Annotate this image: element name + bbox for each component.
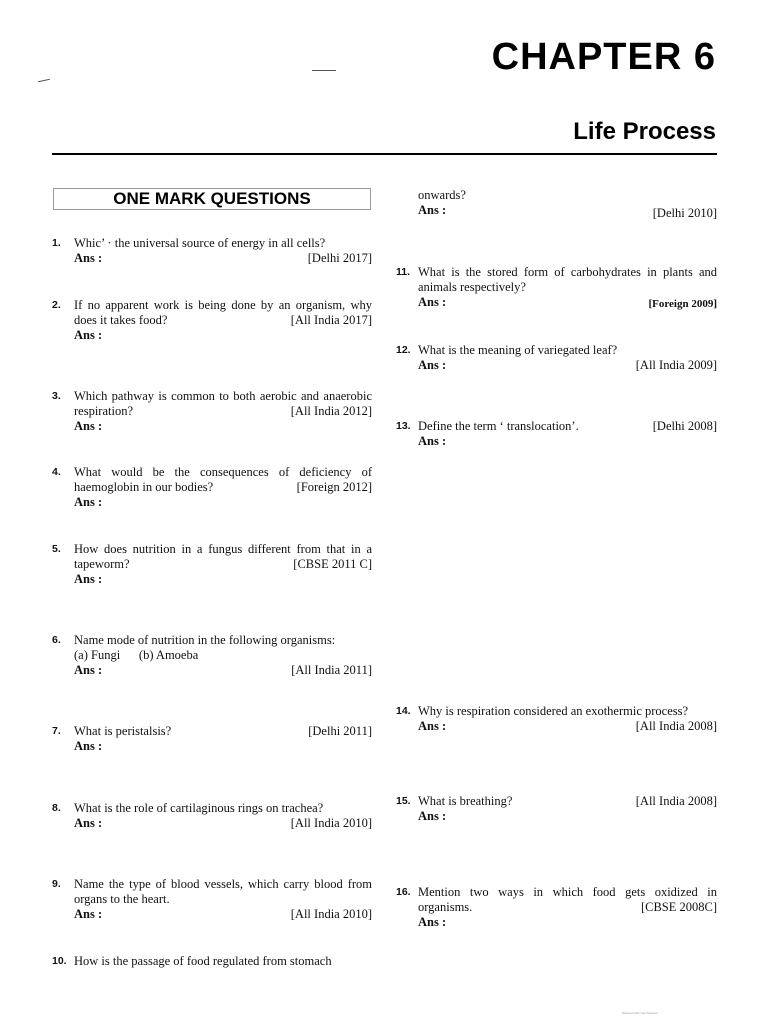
question-number: 7. bbox=[52, 725, 61, 737]
question-text: How does nutrition in a fungus different from that in a tapeworm? bbox=[74, 542, 372, 571]
question-source: [All India 2011] bbox=[291, 663, 372, 677]
question-number: 14. bbox=[396, 705, 411, 717]
answer-label: Ans : bbox=[418, 434, 447, 448]
answer-label: Ans : bbox=[74, 328, 103, 342]
scan-mark bbox=[312, 70, 336, 71]
question-number: 8. bbox=[52, 802, 61, 814]
question-text: Name mode of nutrition in the following organisms: bbox=[74, 633, 336, 647]
question-source: [All India 2010] bbox=[290, 907, 372, 921]
question-source: [Foreign 2009] bbox=[648, 298, 717, 310]
answer-label: Ans : bbox=[418, 719, 447, 733]
question-source: [All India 2009] bbox=[635, 358, 717, 372]
question-source: [All India 2008] bbox=[635, 794, 717, 808]
header-rule bbox=[52, 153, 717, 155]
question-text: What is peristalsis? bbox=[74, 724, 172, 738]
question-source: [All India 2008] bbox=[635, 719, 717, 733]
question-text: Why is respiration considered an exothermic process? bbox=[418, 704, 689, 718]
question-number: 10. bbox=[52, 955, 67, 967]
question-number: 6. bbox=[52, 634, 61, 646]
question-number: 9. bbox=[52, 878, 61, 890]
section-title: ONE MARK QUESTIONS bbox=[53, 188, 371, 210]
question-text: What is the stored form of carbohydrates in plants and animals respectively? bbox=[418, 265, 717, 294]
question-source: [Foreign 2012] bbox=[296, 480, 372, 494]
question-text: What would be the consequences of deficiency of haemoglobin in our bodies? bbox=[74, 465, 372, 494]
question-text: onwards? bbox=[418, 188, 466, 202]
question-text: How is the passage of food regulated from stomach bbox=[74, 954, 332, 968]
question-source: [Delhi 2010] bbox=[652, 206, 717, 220]
question-number: 3. bbox=[52, 390, 61, 402]
answer-label: Ans : bbox=[418, 203, 447, 217]
question-number: 12. bbox=[396, 344, 411, 356]
question-source: [Delhi 2017] bbox=[307, 251, 372, 265]
question-text: Define the term ‘ translocation’. bbox=[418, 419, 579, 433]
answer-label: Ans : bbox=[74, 419, 103, 433]
question-source: [CBSE 2011 C] bbox=[293, 557, 372, 571]
question-source: [All India 2010] bbox=[290, 816, 372, 830]
answer-label: Ans : bbox=[418, 809, 447, 823]
question-source: [All India 2017] bbox=[290, 313, 372, 327]
answer-label: Ans : bbox=[74, 663, 103, 677]
answer-label: Ans : bbox=[74, 572, 103, 586]
question-text: Which pathway is common to both aerobic and anaerobic respiration? bbox=[74, 389, 372, 418]
answer-label: Ans : bbox=[74, 495, 103, 509]
scan-mark bbox=[38, 79, 50, 82]
question-number: 1. bbox=[52, 237, 61, 249]
question-text: Whic’ · the universal source of energy in all cells? bbox=[74, 236, 326, 250]
question-text: Mention two ways in which food gets oxidized in organisms. bbox=[418, 885, 717, 914]
question-options: (a) Fungi (b) Amoeba bbox=[74, 648, 199, 662]
question-source: [All India 2012] bbox=[290, 404, 372, 418]
question-number: 5. bbox=[52, 543, 61, 555]
answer-label: Ans : bbox=[74, 251, 103, 265]
question-source: [Delhi 2008] bbox=[652, 419, 717, 433]
question-number: 16. bbox=[396, 886, 411, 898]
answer-label: Ans : bbox=[74, 907, 103, 921]
answer-label: Ans : bbox=[418, 358, 447, 372]
question-text: What is breathing? bbox=[418, 794, 513, 808]
scanner-watermark: Scanned with CamScanner bbox=[621, 1011, 658, 1015]
question-source: [Delhi 2011] bbox=[308, 724, 372, 738]
answer-label: Ans : bbox=[74, 739, 103, 753]
question-number: 15. bbox=[396, 795, 411, 807]
question-number: 13. bbox=[396, 420, 411, 432]
question-text: Name the type of blood vessels, which carry blood from organs to the heart. bbox=[74, 877, 372, 906]
question-text: What is the role of cartilaginous rings on trachea? bbox=[74, 801, 324, 815]
answer-label: Ans : bbox=[418, 915, 447, 929]
question-text: What is the meaning of variegated leaf? bbox=[418, 343, 618, 357]
question-number: 11. bbox=[396, 266, 411, 278]
answer-label: Ans : bbox=[74, 816, 103, 830]
chapter-subtitle: Life Process bbox=[573, 118, 716, 145]
question-source: [CBSE 2008C] bbox=[640, 900, 717, 914]
question-number: 2. bbox=[52, 299, 61, 311]
question-number: 4. bbox=[52, 466, 61, 478]
answer-label: Ans : bbox=[418, 295, 447, 309]
chapter-heading: CHAPTER 6 bbox=[491, 36, 716, 78]
question-text: If no apparent work is being done by an organism, why does it takes food? bbox=[74, 298, 372, 327]
